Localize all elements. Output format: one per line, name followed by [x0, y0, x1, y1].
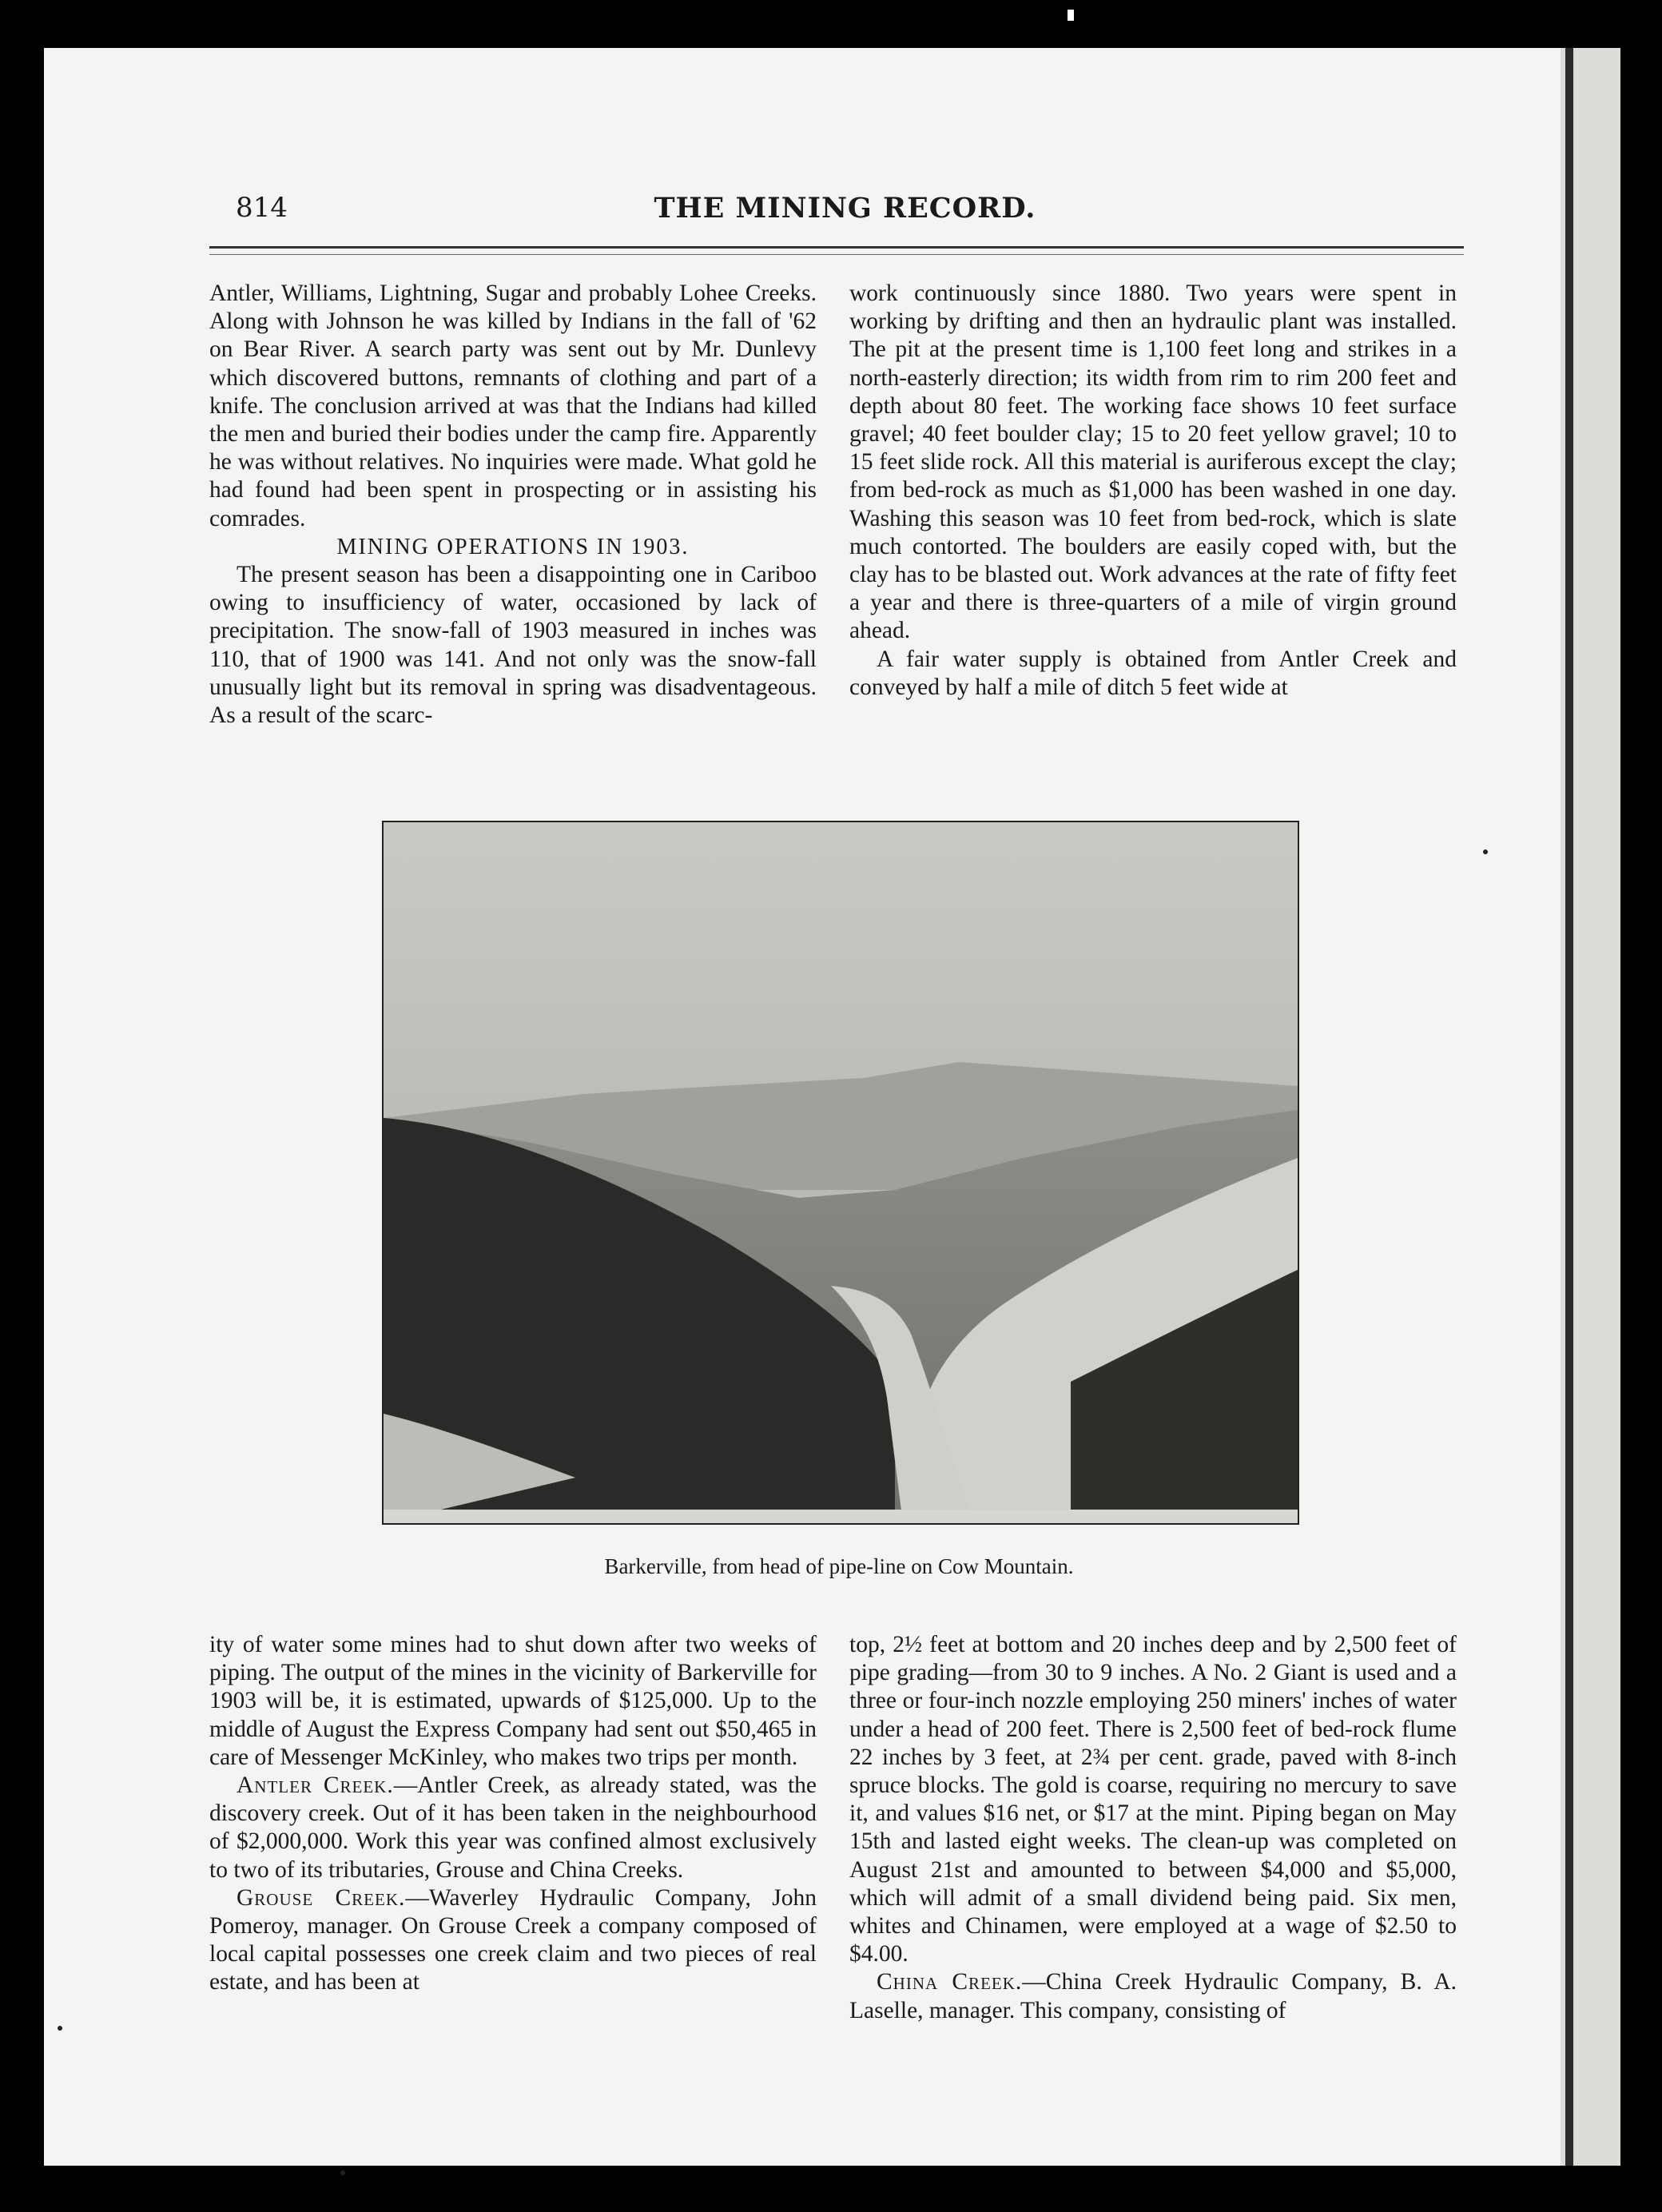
scan-mark [1068, 10, 1074, 21]
header-rule [209, 246, 1464, 249]
next-page-edge [1561, 48, 1620, 2166]
barkerville-photograph [382, 821, 1299, 1525]
paragraph: top, 2½ feet at bottom and 20 inches deep and by 2,500 feet of pipe grading—from 30 to 9 inches. A No. 2 Giant is used and a three or four-inch nozzle employing 250 miners' inches of water under a head of 200 feet. There is 2,500 feet of bed-rock flume 22 inches by 3 feet, at 2¾ per cent. grade, paved with 8-inch spruce blocks. The gold is coarse, requiring no mercury to save it, and values $16 net, or $17 at the mint. Piping began on May 15th and lasted eight weeks. The clean-up was completed on August 21st and amounted to between $4,000 and $5,000, which will admit of a small dividend being paid. Six men, whites and Chinamen, were employed at a wage of $2.50 to $4.00. [849, 1632, 1457, 1967]
section-lead: Grouse Creek. [237, 1884, 406, 1911]
paragraph: ity of water some mines had to shut down after two weeks of piping. The output of the mines in the vicinity of Barkerville for 1903 will be, it is estimated, upwards of $125,000. Up to the middle of August the Express Company had sent out $50,465 in care of Messenger McKinley, who makes two trips per month. [209, 1632, 817, 1770]
journal-title: THE MINING RECORD. [654, 192, 1036, 225]
paragraph: A fair water supply is obtained from Antler Creek and conveyed by half a mile of ditch 5 feet wide at [849, 646, 1457, 700]
section-lead: Antler Creek. [237, 1772, 394, 1799]
scan-speck [340, 2170, 345, 2175]
paragraph: Antler, Williams, Lightning, Sugar and probably Lohee Creeks. Along with Johnson he was killed by Indians in the fall of '62 on Bear River. A search party was sent out by Mr. Dunlevy which discovered buttons, remnants of clothing and part of a knife. The conclusion arrived at was that the Indians had killed the men and buried their bodies under the camp fire. Apparently he was without relatives. No inquiries were made. What gold he had found had been spent in prospecting or in assisting his comrades. [209, 280, 817, 531]
bottom-left-column [209, 1631, 817, 1997]
page-header [236, 192, 1454, 224]
section-heading: MINING OPERATIONS IN 1903. [336, 534, 690, 559]
paragraph [209, 1772, 817, 1884]
paragraph-text: —Waverley Hydraulic Company, John Pomeroy, manager. On Grouse Creek a company composed of local capital possesses one creek claim and two pieces of real estate, and has been at [209, 1884, 817, 1995]
paragraph: The present season has been a disappointing one in Cariboo owing to insufficiency of water, occasioned by lack of precipitation. The snow-fall of 1903 measured in inches was 110, that of 1900 was 141. And not only was the snow-fall unusually light but its removal in spring was disadventageous. As a result of the scarc- [209, 562, 817, 729]
header-rule-thin [209, 254, 1464, 255]
page-number: 814 [236, 192, 288, 224]
top-left-column [209, 280, 817, 730]
top-right-column [849, 280, 1457, 702]
paragraph [849, 1968, 1457, 2024]
landscape-photo-illustration [384, 822, 1298, 1523]
bottom-right-column [849, 1631, 1457, 2025]
paragraph: work continuously since 1880. Two years were spent in working by drifting and then an hydraulic plant was installed. The pit at the present time is 1,100 feet long and strikes in a north-easterly direction; its width from rim to rim 200 feet and depth about 80 feet. The working face shows 10 feet surface gravel; 40 feet boulder clay; 15 to 20 feet yellow gravel; 10 to 15 feet slide rock. All this material is auriferous except the clay; from bed-rock as much as $1,000 has been washed in one day. Washing this season was 10 feet from bed-rock, which is slate much contorted. The boulders are easily coped with, but the clay has to be blasted out. Work advances at the rate of fifty feet a year and there is three-quarters of a mile of virgin ground ahead. [849, 280, 1457, 644]
scan-speck [1483, 849, 1488, 854]
figure-caption: Barkerville, from head of pipe-line on Cow Mountain. [604, 1554, 1074, 1578]
section-lead: China Creek. [877, 1969, 1023, 1995]
scan-speck [58, 2026, 62, 2031]
paragraph-text: —Antler Creek, as already stated, was the discovery creek. Out of it has been taken in the neighbourhood of $2,000,000. Work this year was confined almost exclusively to two of its tributaries, Grouse and China Creeks. [209, 1772, 817, 1883]
paragraph [209, 1884, 817, 1997]
paragraph-text: —China Creek Hydraulic Company, B. A. Laselle, manager. This company, consisting of [849, 1969, 1457, 2023]
